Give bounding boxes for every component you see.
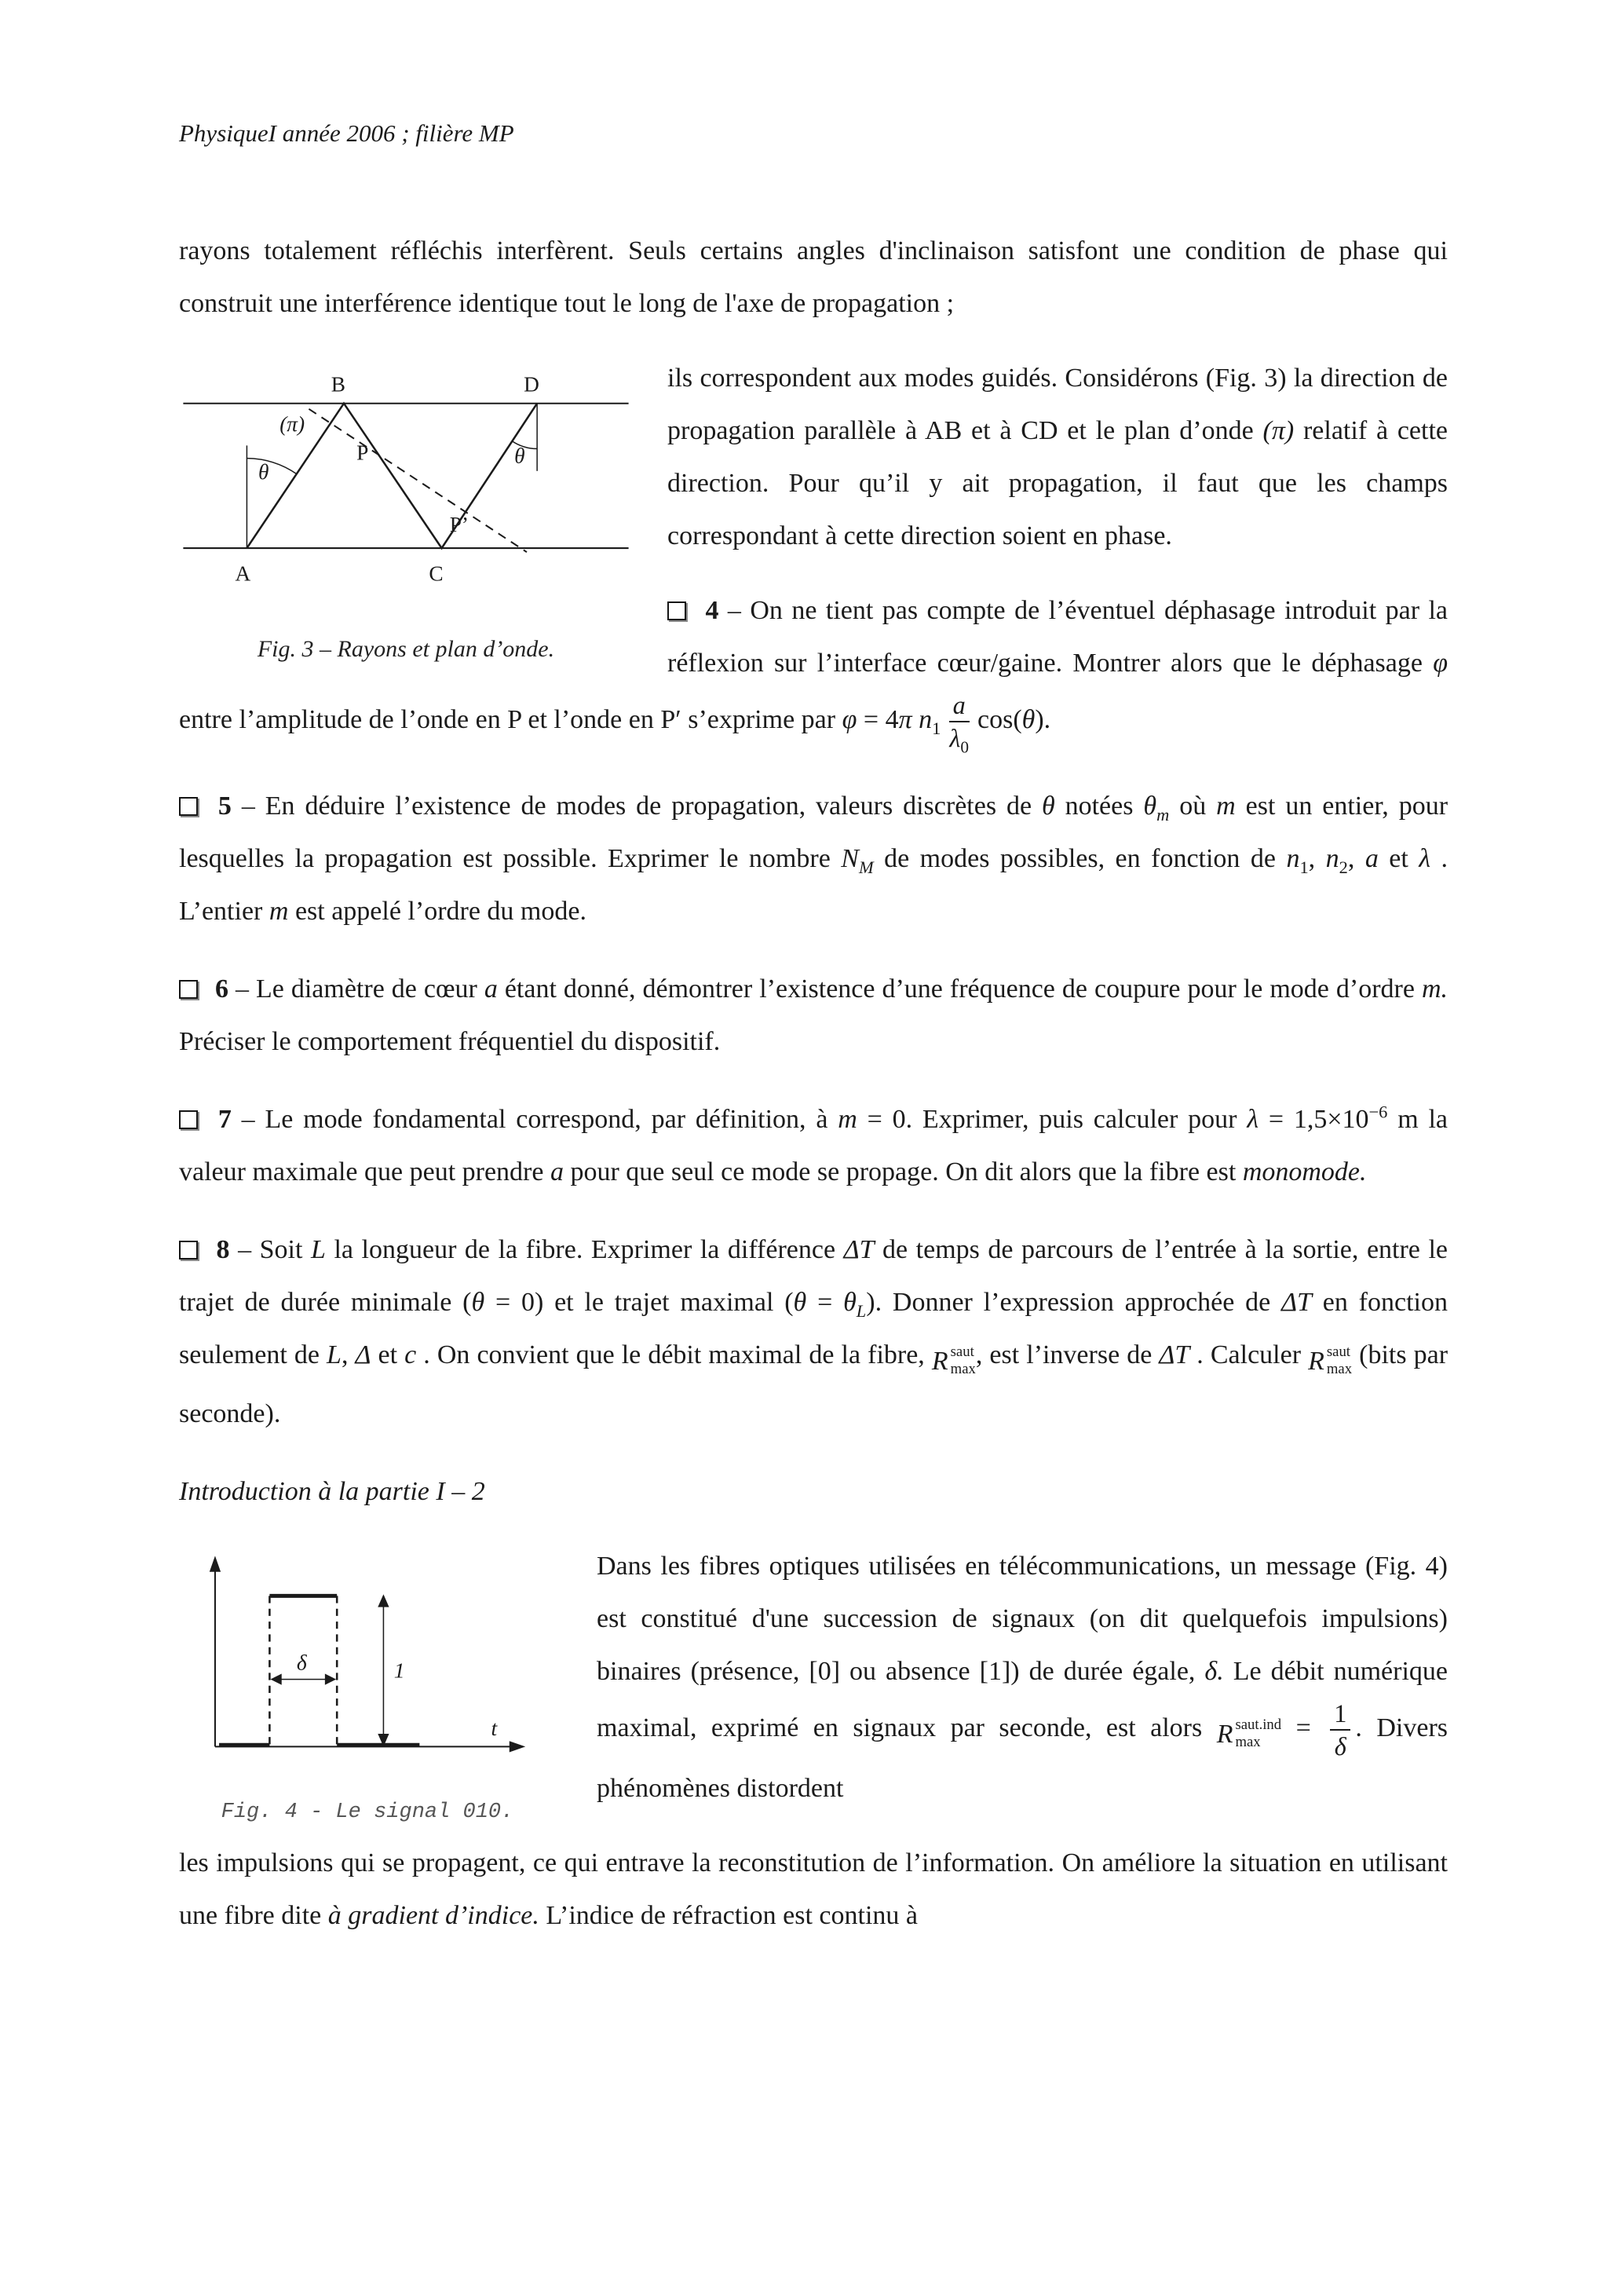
paragraph-impulsions: les impulsions qui se propagent, ce qui entrave la reconstitution de l’information. On améliore la situation en utilisant une fibre dite à gradient d’indice. L’indice de réfraction est continu à — [179, 1848, 1448, 1931]
checkbox-square-icon — [179, 980, 198, 999]
fig3-label-P-prime: P’ — [449, 512, 469, 536]
question-5: 5 – En déduire l’existence de modes de propagation, valeurs discrètes de θ notées $\theta_m$ où m est un entier, pour lesquelles la propagation est possible. Exprimer le nombre $N_M$ de modes possibles, en fonction de $n_1$, $n_2$, a et λ . L’entier m est appelé l’ordre du mode. — [179, 791, 1448, 926]
checkbox-square-icon — [667, 601, 686, 620]
fig3-label-B: B — [331, 372, 346, 397]
figure-4 — [179, 1545, 556, 1830]
sup-sub-stack: R saut.ind max — [1216, 1716, 1282, 1751]
fig3-label-theta-left: θ — [258, 459, 269, 484]
paragraph-message-binaire: Dans les fibres optiques utilisées en télécommunications, un message (Fig. 4) est constitué d'une succession de signaux (on dit quelquefois impulsions) binaires (présence, [0] ou absence [1]) de durée égale, δ. Le débit numérique maximal, exprimé en signaux par seconde, est alors R saut.ind max = $\frac{1}{\delta}$ . Divers phénomènes distordent — [597, 1551, 1448, 1804]
fig3-ray-diagram — [179, 360, 633, 606]
sup-sub-stack: R saut max — [1308, 1343, 1353, 1378]
figure-3 — [179, 360, 633, 667]
fig3-label-P: P — [356, 441, 369, 465]
figure-3-caption: Fig. 3 – Rayons et plan d’onde. — [257, 636, 555, 662]
fig3-label-C: C — [429, 561, 444, 586]
question-4: 4 – On ne tient pas compte de l’éventuel déphasage introduit par la réflexion sur l’interface cœur/gaine. Montrer alors que le déphasage φ entre l’amplitude de l’onde en P et l’onde en P′ s’exprime par φ = 4π $n_1$ $\frac{a}{\lambda_0}$ cos(θ). — [179, 596, 1448, 757]
question-8: 8 – Soit L la longueur de la fibre. Exprimer la différence ΔT de temps de parcours de l’entrée à la sortie, entre le trajet de durée minimale (θ = 0) et le trajet maximal $(\theta = \theta_L)$. Donner l’expression approchée de ΔT en fonction seulement de L, Δ et c . On convient que le débit maximal de la fibre, R saut max , est l’inverse de ΔT . Calculer R saut max (bits par seconde). — [179, 1234, 1448, 1428]
section-heading-intro-part-I-2: Introduction à la partie I – 2 — [179, 1476, 485, 1506]
figure-4-caption: Fig. 4 - Le signal 010. — [221, 1800, 514, 1824]
fig4-label-t: t — [491, 1715, 498, 1740]
fig4-signal-diagram — [179, 1545, 556, 1769]
fig3-label-pi: (π) — [279, 412, 305, 437]
paragraph-rays: rayons totalement réfléchis interfèrent. Seuls certains angles d'inclinaison satisfont une condition de phase qui construit une interférence identique tout le long de l'axe de propagation ; — [179, 236, 1448, 318]
fig4-label-one: 1 — [393, 1658, 405, 1683]
sup-sub-stack: R saut max — [931, 1343, 976, 1378]
fig3-label-D: D — [524, 372, 539, 397]
checkbox-square-icon — [179, 797, 198, 816]
question-6: 6 – Le diamètre de cœur a étant donné, démontrer l’existence d’une fréquence de coupure pour le mode d’ordre m. Préciser le comportement fréquentiel du dispositif. — [179, 974, 1448, 1056]
fraction: $\frac{1}{\delta}$ — [1330, 1698, 1350, 1763]
question-7: 7 – Le mode fondamental correspond, par définition, à m = 0. Exprimer, puis calculer pour $\lambda = 1,5\times 10^{-6}$ m la valeur maximale que peut prendre a pour que seul ce mode se propage. On dit alors que la fibre est monomode. — [179, 1102, 1448, 1186]
document-header: PhysiqueI année 2006 ; filière MP — [179, 119, 514, 147]
checkbox-square-icon — [179, 1241, 198, 1260]
fig3-label-theta-right: θ — [514, 444, 525, 468]
paragraph-modes-guides: ils correspondent aux modes guidés. Considérons (Fig. 3) la direction de propagation parallèle à AB et à CD et le plan d’onde (π) relatif à cette direction. Pour qu’il y ait propagation, il faut que les champs correspondant à cette direction soient en phase. — [667, 364, 1448, 550]
fraction: $\frac{a}{\lambda_0}$ — [949, 691, 969, 757]
fig4-label-delta: δ — [296, 1650, 307, 1675]
checkbox-square-icon — [179, 1110, 198, 1129]
fig3-label-A: A — [235, 561, 251, 586]
